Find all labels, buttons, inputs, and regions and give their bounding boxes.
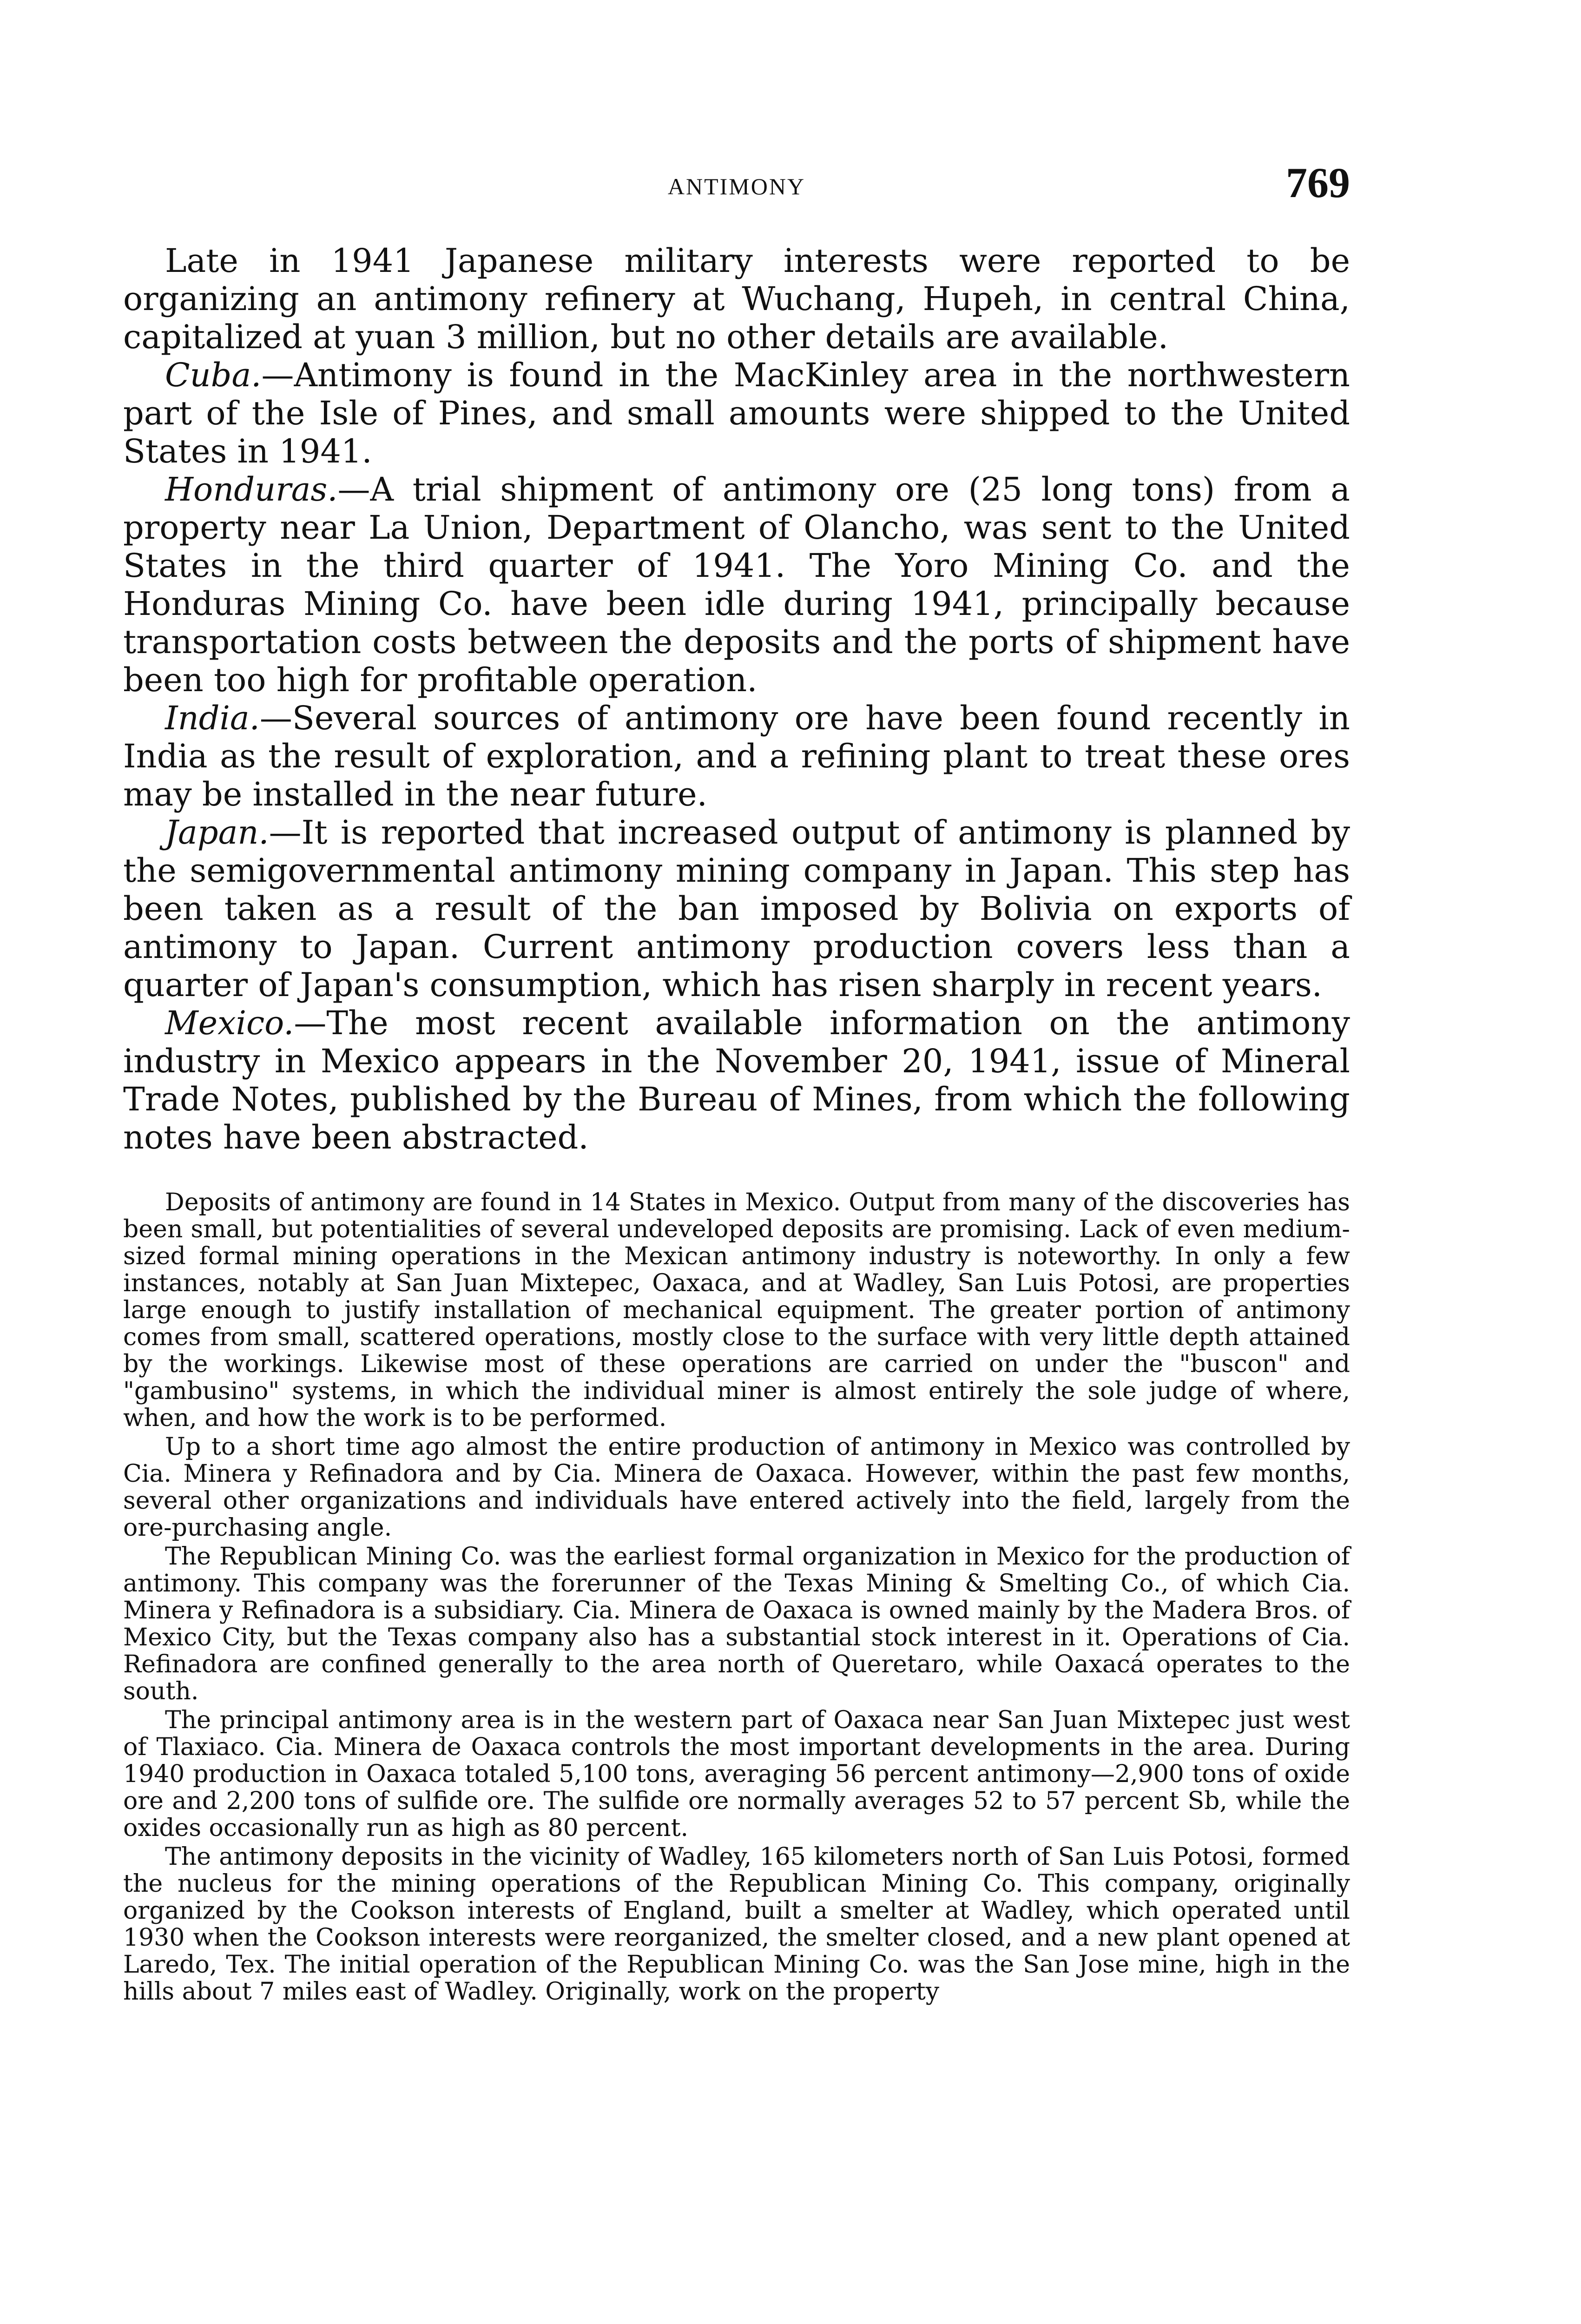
extract-paragraph-production-control: Up to a short time ago almost the entire production of antimony in Mexico was controlled by Cia. Minera y Refinadora and by Cia. Minera de Oaxaca. However, within the past few months, several other organizations and individuals have entered actively into the field, largely from the ore-purchasing angle. <box>123 1433 1350 1542</box>
extract-paragraph-wadley: The antimony deposits in the vicinity of Wadley, 165 kilometers north of San Luis Potosi, formed the nucleus for the mining operations of the Republican Mining Co. This company, originally organized by the Cookson interests of England, built a smelter at Wadley, which operated until 1930 when the Cookson interests were reorganized, the smelter closed, and a new plant opened at Laredo, Tex. The initial operation of the Republican Mining Co. was the San Jose mine, high in the hills about 7 miles east of Wadley. Originally, work on the property <box>123 1843 1350 2006</box>
paragraph-cuba <box>123 356 1350 470</box>
page-header <box>123 139 1350 209</box>
page <box>123 139 1350 2007</box>
country-heading-honduras: Honduras. <box>165 470 338 508</box>
country-heading-cuba: Cuba. <box>165 356 262 394</box>
paragraph-cuba-text: —Antimony is found in the MacKinley area in the northwestern part of the Isle of Pines, and small amounts were shipped to the United States in 1941. <box>123 356 1350 470</box>
paragraph-japan <box>123 813 1350 1004</box>
country-heading-mexico: Mexico. <box>165 1004 294 1042</box>
paragraph-honduras-text: —A trial shipment of antimony ore (25 long tons) from a property near La Union, Department of Olancho, was sent to the United States in the third quarter of 1941. The Yoro Mining Co. and the Honduras Mining Co. have been idle during 1941, principally because transportation costs between the deposits and the ports of shipment have been too high for profitable operation. <box>123 470 1350 699</box>
running-head: ANTIMONY <box>667 173 806 199</box>
extract-paragraph-republican-mining: The Republican Mining Co. was the earliest formal organization in Mexico for the production of antimony. This company was the forerunner of the Texas Mining & Smelting Co., of which Cia. Minera y Refinadora is a subsidiary. Cia. Minera de Oaxaca is owned mainly by the Madera Bros. of Mexico City, but the Texas company also has a substantial stock interest in it. Operations of Cia. Refinadora are confined generally to the area north of Queretaro, while Oaxacá operates to the south. <box>123 1543 1350 1705</box>
paragraph-honduras <box>123 470 1350 699</box>
extract-paragraph-oaxaca: The principal antimony area is in the western part of Oaxaca near San Juan Mixtepec just west of Tlaxiaco. Cia. Minera de Oaxaca controls the most important developments in the area. During 1940 production in Oaxaca totaled 5,100 tons, averaging 56 percent antimony—2,900 tons of oxide ore and 2,200 tons of sulfide ore. The sulfide ore normally averages 52 to 57 percent Sb, while the oxides occasionally run as high as 80 percent. <box>123 1706 1350 1842</box>
paragraph-japan-text: —It is reported that increased output of antimony is planned by the semigovernmental antimony mining company in Japan. This step has been taken as a result of the ban imposed by Bolivia on exports of antimony to Japan. Current antimony production covers less than a quarter of Japan's consumption, which has risen sharply in recent years. <box>123 813 1350 1004</box>
quoted-extract <box>123 1189 1350 2005</box>
main-text <box>123 242 1350 1156</box>
extract-paragraph-deposits: Deposits of antimony are found in 14 States in Mexico. Output from many of the discoveries has been small, but potentialities of several undeveloped deposits are promising. Lack of even medium-sized formal mining operations in the Mexican antimony industry is noteworthy. In only a few instances, notably at San Juan Mixtepec, Oaxaca, and at Wadley, San Luis Potosi, are properties large enough to justify installation of mechanical equipment. The greater portion of antimony comes from small, scattered operations, mostly close to the surface with very little depth attained by the workings. Likewise most of these operations are carried on under the "buscon" and "gambusino" systems, in which the individual miner is almost entirely the sole judge of where, when, and how the work is to be performed. <box>123 1188 1350 1432</box>
paragraph-india <box>123 699 1350 813</box>
paragraph-mexico-text: —The most recent available information on the antimony industry in Mexico appears in the November 20, 1941, issue of Mineral Trade Notes, published by the Bureau of Mines, from which the following notes have been abstracted. <box>123 1004 1350 1156</box>
page-number: 769 <box>1286 159 1350 206</box>
country-heading-japan: Japan. <box>165 813 269 852</box>
paragraph-india-text: —Several sources of antimony ore have been found recently in India as the result of exploration, and a refining plant to treat these ores may be installed in the near future. <box>123 699 1350 813</box>
paragraph-china: Late in 1941 Japanese military interests were reported to be organizing an antimony refinery at Wuchang, Hupeh, in central China, capitalized at yuan 3 million, but no other details are available. <box>123 242 1350 356</box>
paragraph-mexico <box>123 1004 1350 1156</box>
country-heading-india: India. <box>165 699 260 737</box>
